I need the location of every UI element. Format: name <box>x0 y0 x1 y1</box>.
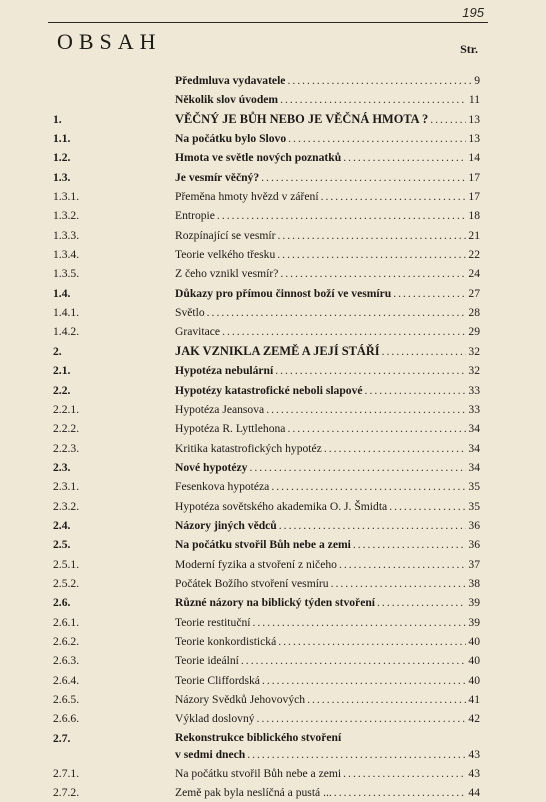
toc-row <box>0 187 546 206</box>
toc-page-number: 44 <box>468 786 480 800</box>
toc-entry <box>175 129 480 148</box>
toc-page-number: 13 <box>468 132 480 146</box>
dot-leader <box>277 245 466 264</box>
toc-entry-title: Z čeho vznikl vesmír? <box>175 267 279 281</box>
toc-section-number: 2.5.2. <box>53 576 80 590</box>
toc-page-number: 17 <box>468 190 480 204</box>
toc-entry <box>175 632 480 651</box>
dot-leader <box>324 439 467 458</box>
dot-leader <box>207 303 467 322</box>
toc-entry-title: Hypotézy katastrofické neboli slapové <box>175 383 363 397</box>
toc-row <box>0 148 546 167</box>
toc-section-number: 2.7.1. <box>53 766 80 780</box>
toc-row <box>0 129 546 148</box>
toc-entry-continuation <box>175 746 480 763</box>
dot-leader <box>252 613 466 632</box>
toc-entry <box>175 168 480 187</box>
toc-entry <box>175 419 480 438</box>
toc-section-number: 2.6.5. <box>53 693 80 706</box>
toc-page-number: 9 <box>474 74 480 87</box>
toc-entry <box>175 497 480 516</box>
toc-section-number: 2.2.1. <box>53 402 80 416</box>
dot-leader <box>393 284 466 303</box>
toc-entry-title: Rozpínající se vesmír <box>175 228 276 242</box>
dot-leader <box>278 632 466 651</box>
toc-page-number: 17 <box>468 170 480 184</box>
toc-entry <box>175 110 480 129</box>
dot-leader <box>247 746 466 763</box>
toc-row <box>0 764 546 783</box>
toc-page-number: 40 <box>468 673 480 687</box>
toc-row <box>0 516 546 535</box>
toc-entry <box>175 342 480 361</box>
toc-entry-title: Je vesmír věčný? <box>175 170 260 184</box>
toc-row <box>0 168 546 187</box>
toc-page-number: 28 <box>468 306 480 320</box>
toc-page-number: 34 <box>468 422 480 436</box>
dot-leader <box>280 90 467 109</box>
toc-entry-title: Světlo <box>175 306 205 320</box>
dot-leader <box>430 110 466 129</box>
toc-section-number: 1.3.2. <box>53 209 80 223</box>
toc-entry <box>175 477 480 496</box>
toc-page-number: 43 <box>468 766 480 780</box>
toc-section-number: 2.1. <box>53 364 71 378</box>
toc-row <box>0 783 546 802</box>
toc-entry <box>175 322 480 341</box>
toc-entry <box>175 783 480 802</box>
toc-section-number: 2.2.3. <box>53 441 80 455</box>
toc-section-number: 1.3.1. <box>53 190 80 204</box>
dot-leader <box>266 400 466 419</box>
dot-leader <box>271 477 466 496</box>
toc-section-number: 2.2.2. <box>53 422 80 436</box>
toc-row <box>0 632 546 651</box>
toc-row <box>0 458 546 477</box>
toc-entry <box>175 690 480 709</box>
toc-entry-title: Hypotéza R. Lyttlehona <box>175 422 286 436</box>
toc-entry-title: Důkazy pro přímou činnost boží ve vesmíru <box>175 286 392 300</box>
toc-row <box>0 690 546 709</box>
toc-row <box>0 651 546 670</box>
toc-section-number: 2.2. <box>53 383 71 397</box>
toc-page-number: 40 <box>468 634 480 648</box>
toc-section-number: 2. <box>53 344 62 358</box>
toc-row <box>0 110 546 129</box>
toc-entry <box>175 671 480 690</box>
toc-page-number: 34 <box>468 441 480 455</box>
toc-row <box>0 322 546 341</box>
toc-section-number: 2.6. <box>53 596 71 610</box>
toc-row <box>0 71 546 90</box>
toc-row <box>0 419 546 438</box>
page-column-label: Str. <box>460 42 478 56</box>
toc-section-number: 2.4. <box>53 518 71 532</box>
toc-entry <box>175 574 480 593</box>
toc-entry <box>175 458 480 477</box>
toc-section-number: 2.6.4. <box>53 673 80 687</box>
toc-row <box>0 264 546 283</box>
toc-entry <box>175 651 480 670</box>
toc-row <box>0 206 546 225</box>
toc-row <box>0 90 546 109</box>
dot-leader <box>353 535 467 554</box>
toc-row <box>0 497 546 516</box>
toc-page-number: 39 <box>468 615 480 629</box>
toc-section-number: 1.3.3. <box>53 228 80 242</box>
toc-entry <box>175 764 480 783</box>
toc-row <box>0 400 546 419</box>
toc-section-number: 2.3. <box>53 460 71 474</box>
toc-page-number: 36 <box>468 538 480 552</box>
toc-entry-title: Výklad doslovný <box>175 712 255 726</box>
toc-entry-title: Kritika katastrofických hypotéz <box>175 441 322 455</box>
toc-page-number: 27 <box>468 286 480 300</box>
dot-leader <box>321 187 467 206</box>
toc-row <box>0 574 546 593</box>
toc-section-number: 1.4.2. <box>53 325 80 339</box>
toc-section-number: 1.4. <box>53 286 71 300</box>
header-rule <box>48 22 488 23</box>
toc-row <box>0 303 546 322</box>
toc-page-number: 32 <box>468 364 480 378</box>
toc-row <box>0 709 546 728</box>
toc-row <box>0 477 546 496</box>
toc-row <box>0 555 546 574</box>
toc-page-number: 35 <box>468 499 480 513</box>
toc-section-number: 1.3.5. <box>53 267 80 281</box>
dot-leader <box>280 264 466 283</box>
toc-section-number: 2.7. <box>53 731 71 745</box>
toc-row <box>0 381 546 400</box>
toc-entry-title: Hypotéza sovětského akademika O. J. Šmidta <box>175 499 388 513</box>
toc-page-number: 42 <box>468 712 480 726</box>
toc-entry <box>175 206 480 225</box>
dot-leader <box>261 168 466 187</box>
toc-entry <box>175 613 480 632</box>
dot-leader <box>262 671 466 690</box>
toc-entry <box>175 71 480 90</box>
toc-section-number: 2.3.1. <box>53 480 80 494</box>
page-title: OBSAH <box>57 29 162 54</box>
toc-row <box>0 361 546 380</box>
toc-entry-title: Názory jiných vědců <box>175 518 277 532</box>
dot-leader <box>339 555 466 574</box>
dot-leader <box>275 361 466 380</box>
toc-section-number: 2.6.1. <box>53 615 80 629</box>
dot-leader <box>343 764 466 783</box>
toc-page-number: 33 <box>468 402 480 416</box>
toc-entry-title: Na počátku stvořil Bůh nebe a zemi <box>175 766 342 780</box>
dot-leader <box>287 71 472 90</box>
toc-row <box>0 535 546 554</box>
dot-leader <box>257 709 467 728</box>
toc-page-number: 41 <box>468 693 480 706</box>
toc-page-number: 18 <box>468 209 480 223</box>
toc-entry <box>175 439 480 458</box>
dot-leader <box>389 497 466 516</box>
toc-entry-title: JAK VZNIKLA ZEMĚ A JEJÍ STÁŘÍ <box>175 343 380 358</box>
dot-leader <box>287 419 466 438</box>
toc-entry-title: Teorie konkordistická <box>175 634 277 648</box>
toc-entry-title: Několik slov úvodem <box>175 93 279 107</box>
dot-leader <box>331 574 467 593</box>
toc-page-number: 36 <box>468 518 480 532</box>
toc-page-number: 13 <box>468 112 480 126</box>
dot-leader <box>241 651 467 670</box>
toc-page-number: 37 <box>468 557 480 571</box>
toc-section-number: 1.1. <box>53 132 71 146</box>
toc-row <box>0 671 546 690</box>
toc-entry <box>175 516 480 535</box>
toc-entry <box>175 303 480 322</box>
dot-leader <box>217 206 466 225</box>
toc-entry-title: Entropie <box>175 209 215 223</box>
toc-entry <box>175 245 480 264</box>
toc-row <box>0 342 546 361</box>
toc-entry-title: Různé názory na biblický týden stvoření <box>175 596 376 610</box>
toc-page-number: 33 <box>468 383 480 397</box>
toc-entry-title: v sedmi dnech <box>175 747 246 761</box>
toc-section-number: 2.6.3. <box>53 654 80 668</box>
dot-leader <box>334 783 467 802</box>
page-number: 195 <box>462 5 484 20</box>
toc-section-number: 2.6.6. <box>53 712 80 726</box>
toc-entry <box>175 187 480 206</box>
toc-entry-title: Teorie restituční <box>175 615 251 629</box>
dot-leader <box>382 342 467 361</box>
toc-page-number: 11 <box>468 93 480 107</box>
toc-row <box>0 613 546 632</box>
toc-page-number: 38 <box>468 576 480 590</box>
toc-entry <box>175 226 480 245</box>
toc-page-number: 39 <box>468 596 480 610</box>
toc-entry-title: Na počátku bylo Slovo <box>175 132 287 146</box>
toc-entry <box>175 535 480 554</box>
toc-section-number: 1.3.4. <box>53 248 80 262</box>
toc-page-number: 24 <box>468 267 480 281</box>
dot-leader <box>277 226 466 245</box>
toc-entry <box>175 264 480 283</box>
toc-section-number: 1.2. <box>53 151 71 165</box>
toc-entry-title: Hmota ve světle nových poznatků <box>175 151 342 165</box>
toc-entry <box>175 729 480 763</box>
toc-section-number: 2.3.2. <box>53 499 80 513</box>
toc-entry <box>175 284 480 303</box>
toc-entry-title: Hypotéza nebulární <box>175 364 274 378</box>
toc-section-number: 2.6.2. <box>53 634 80 648</box>
toc-entry-title: Hypotéza Jeansova <box>175 402 265 416</box>
dot-leader <box>288 129 466 148</box>
toc-section-number: 1. <box>53 112 62 126</box>
toc-row <box>0 226 546 245</box>
dot-leader <box>377 593 466 612</box>
toc-page-number: 34 <box>468 460 480 474</box>
toc-entry-title: Země pak byla neslíčná a pustá ... <box>175 786 332 800</box>
toc-page-number: 32 <box>468 344 480 358</box>
toc-entry-title: Rekonstrukce biblického stvoření <box>175 730 342 744</box>
toc-entry-title: VĚČNÝ JE BŮH NEBO JE VĚČNÁ HMOTA ? <box>175 111 429 126</box>
toc-entry <box>175 593 480 612</box>
toc-entry-title: Nové hypotézy <box>175 460 248 474</box>
toc-row <box>0 439 546 458</box>
toc-page-number: 21 <box>468 228 480 242</box>
toc-entry <box>175 148 480 167</box>
toc-section-number: 2.5.1. <box>53 557 80 571</box>
dot-leader <box>249 458 466 477</box>
toc-section-number: 2.5. <box>53 538 71 552</box>
toc-page-number: 22 <box>468 248 480 262</box>
dot-leader <box>365 381 467 400</box>
toc-entry-title: Teorie Cliffordská <box>175 673 260 687</box>
toc-entry <box>175 381 480 400</box>
toc-entry-title: Na počátku stvořil Bůh nebe a zemi <box>175 538 351 552</box>
toc-page-number: 14 <box>468 151 480 165</box>
dot-leader <box>343 148 466 167</box>
toc-page-number: 35 <box>468 480 480 494</box>
toc-entry <box>175 361 480 380</box>
toc-row <box>0 284 546 303</box>
toc-entry-title: Počátek Božího stvoření vesmíru <box>175 576 329 590</box>
toc-page-number: 43 <box>468 747 480 761</box>
dot-leader <box>307 690 466 709</box>
toc-entry-title: Fesenkova hypotéza <box>175 480 270 494</box>
table-of-contents <box>0 71 546 802</box>
toc-section-number: 2.7.2. <box>53 786 80 800</box>
toc-entry-title: Gravitace <box>175 325 221 339</box>
toc-page-number: 29 <box>468 325 480 339</box>
toc-entry <box>175 709 480 728</box>
toc-entry <box>175 90 480 109</box>
toc-row <box>0 593 546 612</box>
toc-row <box>0 245 546 264</box>
toc-section-number: 1.3. <box>53 170 71 184</box>
dot-leader <box>222 322 466 341</box>
toc-entry-title: Přeměna hmoty hvězd v záření <box>175 190 319 204</box>
toc-page-number: 40 <box>468 654 480 668</box>
toc-entry-title: Názory Svědků Jehovových <box>175 693 306 706</box>
toc-entry <box>175 400 480 419</box>
toc-row <box>0 729 546 764</box>
toc-entry-title: Předmluva vydavatele <box>175 74 286 87</box>
toc-entry-title: Moderní fyzika a stvoření z ničeho <box>175 557 337 571</box>
dot-leader <box>279 516 467 535</box>
toc-entry <box>175 555 480 574</box>
toc-section-number: 1.4.1. <box>53 306 80 320</box>
toc-entry-title: Teorie ideální <box>175 654 239 668</box>
toc-entry-title: Teorie velkého třesku <box>175 248 276 262</box>
